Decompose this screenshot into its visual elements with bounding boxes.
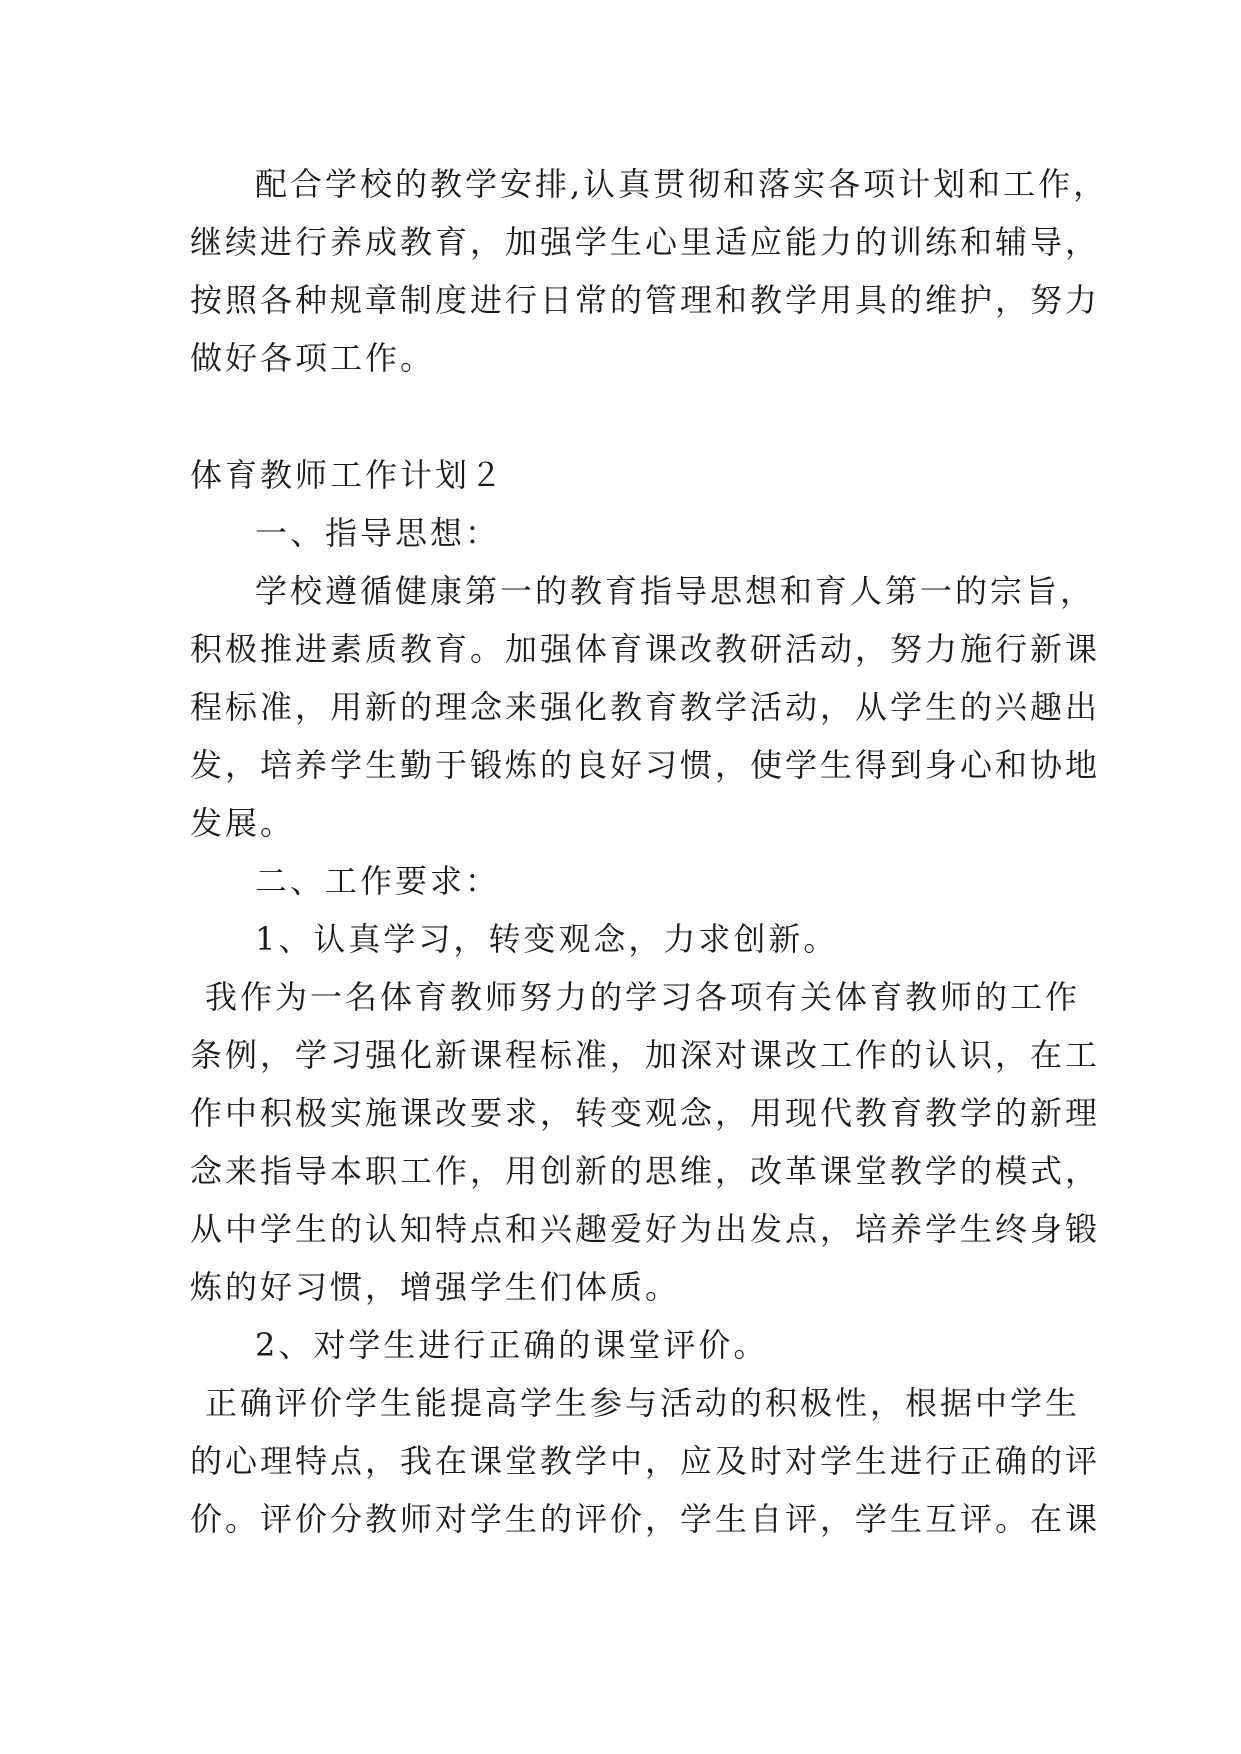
paragraph-line: 作中积极实施课改要求，转变观念，用现代教育教学的新理 xyxy=(190,1094,1101,1132)
paragraph-line: 积极推进素质教育。加强体育课改教研活动，努力施行新课 xyxy=(190,630,1101,668)
paragraph-line: 正确评价学生能提高学生参与活动的积极性，根据中学生 xyxy=(205,1384,1081,1422)
paragraph-line: 从中学生的认知特点和兴趣爱好为出发点，培养学生终身锻 xyxy=(190,1210,1101,1248)
paragraph-line: 按照各种规章制度进行日常的管理和教学用具的维护，努力 xyxy=(190,281,1101,319)
paragraph-line: 做好各项工作。 xyxy=(190,339,436,377)
paragraph-line: 配合学校的教学安排,认真贯彻和落实各项计划和工作， xyxy=(255,165,1109,203)
paragraph-line: 学校遵循健康第一的教育指导思想和育人第一的宗旨， xyxy=(255,572,1096,610)
section-heading: 二、工作要求： xyxy=(255,862,501,900)
section-title: 体育教师工作计划２ xyxy=(190,456,506,494)
paragraph-line: 炼的好习惯，增强学生们体质。 xyxy=(190,1268,681,1306)
paragraph-line: 程标准，用新的理念来强化教育教学活动，从学生的兴趣出 xyxy=(190,688,1101,726)
section-heading: 一、指导思想： xyxy=(255,514,501,552)
paragraph-line: 继续进行养成教育，加强学生心里适应能力的训练和辅导， xyxy=(190,223,1101,261)
paragraph-line: 我作为一名体育教师努力的学习各项有关体育教师的工作 xyxy=(205,978,1081,1016)
subsection-heading: 1、认真学习，转变观念，力求创新。 xyxy=(255,920,839,958)
paragraph-line: 的心理特点，我在课堂教学中，应及时对学生进行正确的评 xyxy=(190,1442,1101,1480)
subsection-heading: 2、对学生进行正确的课堂评价。 xyxy=(255,1326,769,1364)
paragraph-line: 念来指导本职工作，用创新的思维，改革课堂教学的模式， xyxy=(190,1152,1101,1190)
paragraph-line: 发，培养学生勤于锻炼的良好习惯，使学生得到身心和协地 xyxy=(190,746,1101,784)
paragraph-line: 发展。 xyxy=(190,804,296,842)
paragraph-line: 条例，学习强化新课程标准，加深对课改工作的认识，在工 xyxy=(190,1036,1101,1074)
paragraph-line: 价。评价分教师对学生的评价，学生自评，学生互评。在课 xyxy=(190,1500,1101,1538)
